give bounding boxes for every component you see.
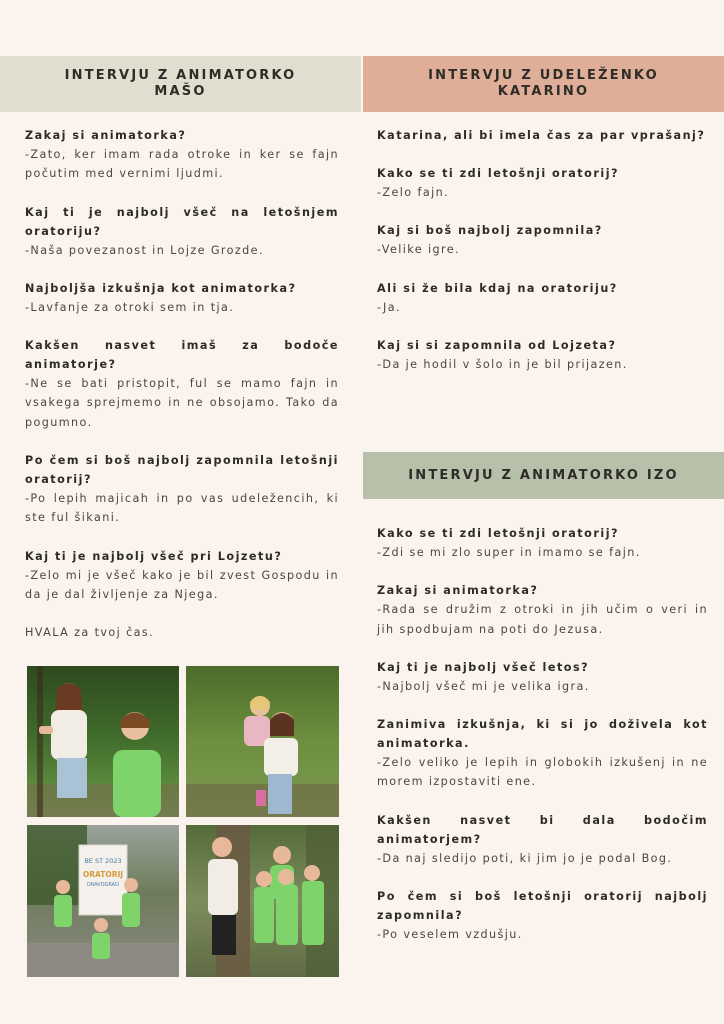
- answer: -Ja.: [377, 300, 401, 314]
- answer: -Zelo veliko je lepih in globokih izkušenj in ne morem izpostaviti ene.: [377, 756, 708, 789]
- photo-group-by-tree: [186, 825, 339, 977]
- question: Zakaj si animatorka?: [25, 129, 187, 142]
- answer: -Naša povezanost in Lojze Grozde.: [25, 243, 264, 257]
- answer: -Ne se bati pristopit, ful se mamo fajn in vsakega sprejmemo in ne obsojamo. Tako da pogumno.: [25, 377, 339, 429]
- answer: -Velike igre.: [377, 243, 460, 257]
- qa-item: [25, 336, 339, 432]
- qa-item: [25, 547, 339, 605]
- qa-item: [25, 203, 339, 260]
- question: Kaj ti je najbolj všeč letos?: [377, 660, 590, 674]
- qa-item: [25, 279, 339, 317]
- question: Kako se ti zdi letošnji oratorij?: [377, 527, 620, 540]
- question: Kakšen nasvet imaš za bodoče animatorje?: [25, 339, 339, 372]
- qa-item: [377, 336, 708, 374]
- qa-item: [377, 887, 708, 944]
- qa-item: [377, 658, 708, 696]
- masa-interview-column: [25, 126, 339, 642]
- sign-year-text: BE ST 2023: [84, 857, 122, 865]
- question: Kaj si si zapomnila od Lojzeta?: [377, 338, 617, 352]
- qa-item: [25, 126, 339, 184]
- question: Po čem si boš najbolj zapomnila letošnji oratorij?: [25, 454, 339, 487]
- question: Kaj ti je najbolj všeč na letošnjem oratoriju?: [25, 205, 339, 238]
- question: Kako se ti zdi letošnji oratorij?: [377, 167, 620, 180]
- answer: -Najbolj všeč mi je velika igra.: [377, 679, 590, 693]
- question: Kakšen nasvet bi dala bodočim animatorjem?: [377, 813, 708, 846]
- answer: -Po lepih majicah in po vas udeležencih, ki ste ful šikani.: [25, 492, 339, 525]
- qa-item: [377, 221, 708, 259]
- question: Kaj si boš najbolj zapomnila?: [377, 224, 603, 238]
- masa-interview-header: INTERVJU Z ANIMATORKO MAŠO: [0, 56, 361, 112]
- sign-place-text: DRAVOGRAD: [87, 882, 119, 888]
- iza-interview-column: [377, 524, 708, 963]
- answer: -Rada se družim z otroki in jih učim o veri in jih spodbujam na poti do Jezusa.: [377, 603, 708, 636]
- answer: -Po veselem vzdušju.: [377, 928, 523, 942]
- qa-item: [377, 811, 708, 868]
- photo-group-with-sign: [27, 825, 179, 977]
- question: Ali si že bila kdaj na oratoriju?: [377, 281, 618, 295]
- answer: -Zelo mi je všeč kako je bil zvest Gospodu in da je dal življenje za Njega.: [25, 568, 339, 601]
- question: Zakaj si animatorka?: [377, 584, 539, 598]
- question: Kaj ti je najbolj všeč pri Lojzetu?: [25, 549, 283, 563]
- sign-title-text: ORATORIJ: [82, 870, 124, 879]
- answer: -Zato, ker imam rada otroke in ker se fajn počutim med vernimi ljudmi.: [25, 148, 339, 181]
- answer: -Da je hodil v šolo in je bil prijazen.: [377, 357, 628, 371]
- iza-interview-header: INTERVJU Z ANIMATORKO IZO: [363, 452, 724, 499]
- qa-item: [25, 451, 339, 528]
- katarina-interview-column: [377, 126, 708, 393]
- qa-item: [377, 524, 708, 562]
- qa-item: [377, 715, 708, 792]
- qa-item: [377, 581, 708, 639]
- qa-item: [377, 164, 708, 202]
- katarina-interview-header: INTERVJU Z UDELEŽENKO KATARINO: [363, 56, 724, 112]
- photo-two-girls-thumbs-up: [27, 666, 179, 817]
- question: Po čem si boš letošnji oratorij najbolj zapomnila?: [377, 890, 708, 923]
- answer: -Da naj sledijo poti, ki jim jo je podal Bog.: [377, 851, 673, 865]
- intro-question: Katarina, ali bi imela čas za par vprašanj?: [377, 129, 706, 142]
- thanks-text: HVALA za tvoj čas.: [25, 626, 155, 640]
- qa-item: [377, 126, 708, 145]
- qa-item: [377, 279, 708, 317]
- answer: -Zelo fajn.: [377, 186, 450, 199]
- answer: -Zdi se mi zlo super in imamo se fajn.: [377, 546, 641, 559]
- question: Zanimiva izkušnja, ki si jo doživela kot animatorka.: [377, 718, 708, 751]
- photo-piggyback-ride: [186, 666, 339, 817]
- question: Najboljša izkušnja kot animatorka?: [25, 281, 297, 295]
- answer: -Lavfanje za otroki sem in tja.: [25, 300, 235, 314]
